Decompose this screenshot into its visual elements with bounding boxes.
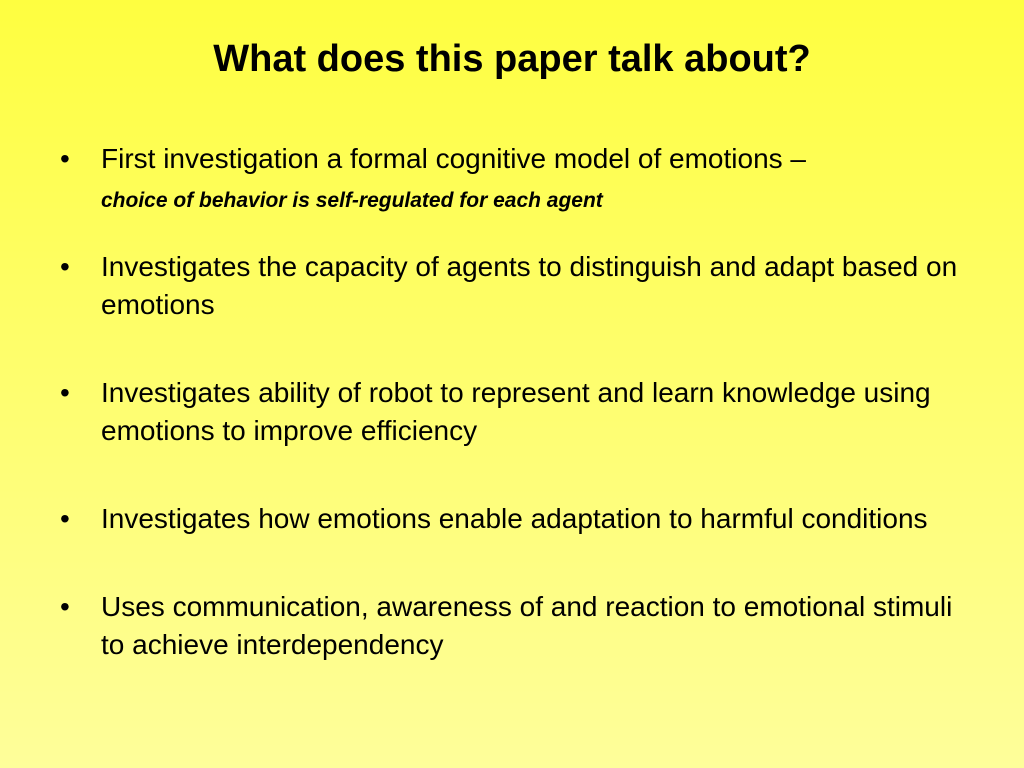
bullet-text: Investigates the capacity of agents to distinguish and adapt based on emotions	[101, 251, 958, 320]
bullet-text: First investigation a formal cognitive model of emotions –	[101, 143, 806, 174]
bullet-marker: •	[60, 251, 70, 282]
bullet-item	[60, 500, 980, 538]
bullet-marker: •	[60, 143, 70, 174]
bullet-list	[60, 140, 980, 664]
bullet-item	[60, 140, 980, 214]
bullet-marker: •	[60, 503, 70, 534]
bullet-item	[60, 248, 980, 324]
slide-title: What does this paper talk about?	[213, 38, 811, 80]
bullet-item	[60, 588, 980, 664]
bullet-text: Investigates ability of robot to represent and learn knowledge using emotions to improve efficiency	[101, 377, 931, 446]
bullet-item	[60, 374, 980, 450]
bullet-marker: •	[60, 591, 70, 622]
bullet-emphasis: choice of behavior is self-regulated for each agent	[101, 189, 603, 212]
bullet-text: Uses communication, awareness of and reaction to emotional stimuli to achieve interdependency	[101, 591, 953, 660]
bullet-text: Investigates how emotions enable adaptation to harmful conditions	[101, 503, 928, 534]
bullet-marker: •	[60, 377, 70, 408]
